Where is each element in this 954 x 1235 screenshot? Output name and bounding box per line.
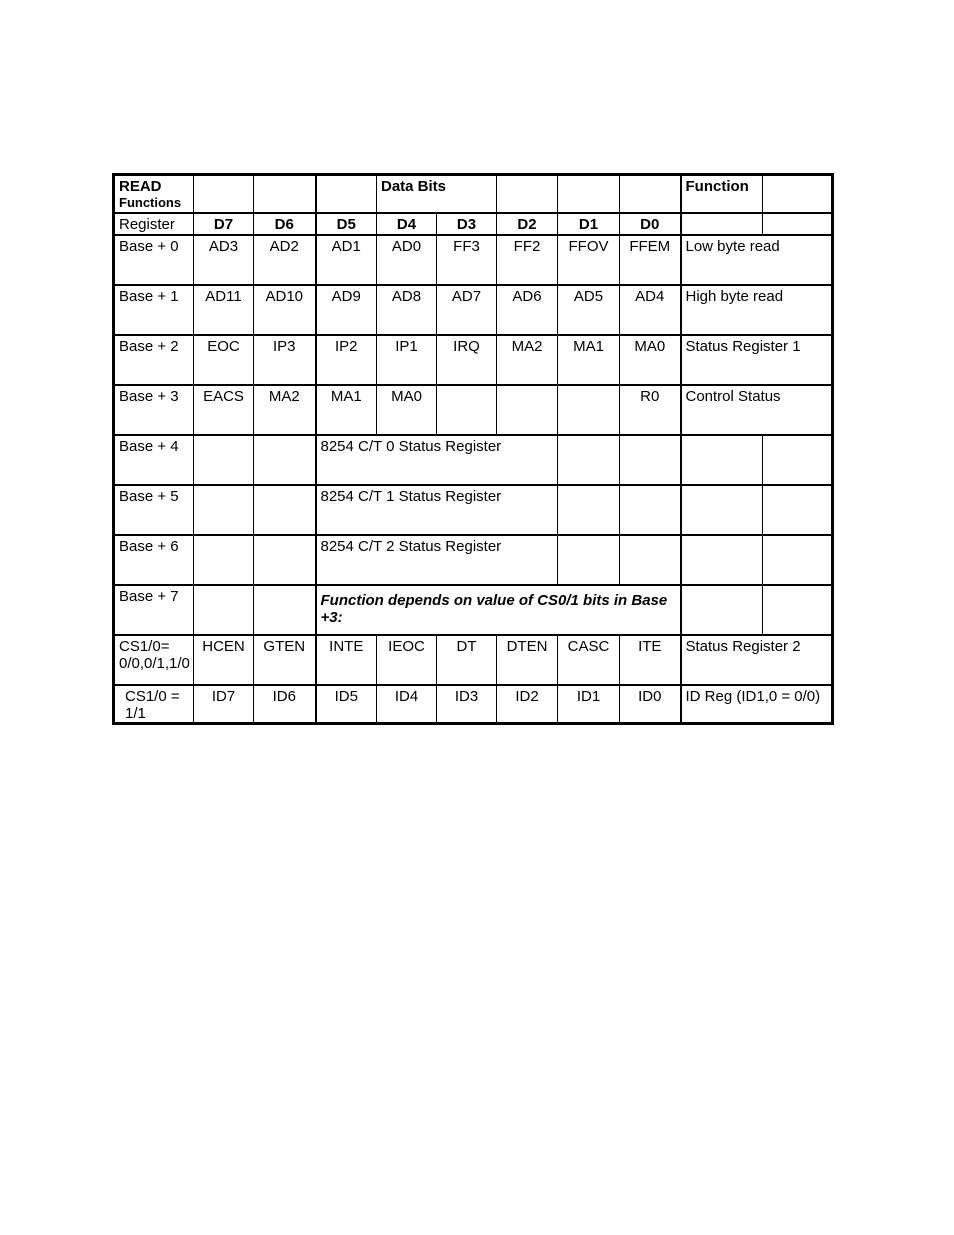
register-header: Register (114, 213, 194, 235)
bit-cell: MA2 (497, 335, 558, 385)
bit-cell: FFEM (620, 235, 681, 285)
bit-cell: AD1 (316, 235, 377, 285)
empty-cell (558, 435, 620, 485)
cs-function-note: Function depends on value of CS0/1 bits in Base +3: (316, 585, 681, 635)
bit-cell: ITE (620, 635, 681, 685)
empty-cell (681, 435, 763, 485)
empty-cell (763, 175, 833, 213)
bit-cell: FF3 (437, 235, 497, 285)
empty-cell (194, 435, 254, 485)
bit-cell: MA1 (558, 335, 620, 385)
bit-cell: MA2 (254, 385, 316, 435)
cs-condition-label: CS1/0 = 1/1 (114, 685, 194, 724)
register-label: Base + 2 (114, 335, 194, 385)
empty-cell (620, 535, 681, 585)
empty-cell (254, 435, 316, 485)
empty-cell (763, 435, 833, 485)
function-header: Function (681, 175, 763, 213)
cs-row-id-reg (114, 685, 833, 724)
register-row-base-3 (114, 385, 833, 435)
register-label: Base + 6 (114, 535, 194, 585)
bit-cell: DT (437, 635, 497, 685)
data-bits-header: Data Bits (377, 175, 497, 213)
bit-cell: CASC (558, 635, 620, 685)
bit-cell: EOC (194, 335, 254, 385)
register-row-base-6 (114, 535, 833, 585)
empty-cell (254, 175, 316, 213)
bit-cell: AD5 (558, 285, 620, 335)
empty-cell (194, 485, 254, 535)
read-title: READ (119, 178, 162, 195)
register-row-base-2 (114, 335, 833, 385)
read-functions-table (112, 173, 834, 725)
empty-cell (763, 535, 833, 585)
bit-cell: IP3 (254, 335, 316, 385)
bit-cell: IEOC (377, 635, 437, 685)
empty-cell (620, 175, 681, 213)
bit-cell: ID6 (254, 685, 316, 724)
empty-cell (763, 485, 833, 535)
function-description: Low byte read (681, 235, 833, 285)
bit-cell: INTE (316, 635, 377, 685)
bit-cell: AD3 (194, 235, 254, 285)
bit-cell: ID4 (377, 685, 437, 724)
bit-cell: AD10 (254, 285, 316, 335)
read-functions-header (114, 175, 194, 213)
bit-header-d3: D3 (437, 213, 497, 235)
bit-header-d4: D4 (377, 213, 437, 235)
ct-status-description: 8254 C/T 2 Status Register (316, 535, 558, 585)
bit-cell: AD4 (620, 285, 681, 335)
empty-cell (620, 435, 681, 485)
bit-cell: EACS (194, 385, 254, 435)
register-row-base-4 (114, 435, 833, 485)
bit-cell: AD0 (377, 235, 437, 285)
empty-cell (558, 535, 620, 585)
empty-cell (681, 585, 763, 635)
register-row-base-1 (114, 285, 833, 335)
bit-cell: ID5 (316, 685, 377, 724)
empty-cell (316, 175, 377, 213)
empty-cell (558, 485, 620, 535)
register-row-base-5 (114, 485, 833, 535)
bit-cell: AD2 (254, 235, 316, 285)
bit-cell: IP2 (316, 335, 377, 385)
bit-cell: HCEN (194, 635, 254, 685)
function-description: Status Register 1 (681, 335, 833, 385)
read-subtitle: Functions (119, 195, 182, 210)
bit-header-d7: D7 (194, 213, 254, 235)
register-label: Base + 0 (114, 235, 194, 285)
bit-cell: AD9 (316, 285, 377, 335)
bit-header-d1: D1 (558, 213, 620, 235)
register-row-base-7 (114, 585, 833, 635)
bit-cell (437, 385, 497, 435)
empty-cell (254, 485, 316, 535)
bit-cell: AD8 (377, 285, 437, 335)
bit-cell: GTEN (254, 635, 316, 685)
cs-row-status-2 (114, 635, 833, 685)
empty-cell (558, 175, 620, 213)
bit-cell (497, 385, 558, 435)
empty-cell (497, 175, 558, 213)
function-description: Control Status (681, 385, 833, 435)
function-description: Status Register 2 (681, 635, 833, 685)
function-description: ID Reg (ID1,0 = 0/0) (681, 685, 833, 724)
bit-cell: ID3 (437, 685, 497, 724)
bit-cell: ID0 (620, 685, 681, 724)
empty-cell (194, 585, 254, 635)
bit-cell: DTEN (497, 635, 558, 685)
bit-cell (558, 385, 620, 435)
empty-cell (681, 535, 763, 585)
bit-cell: MA1 (316, 385, 377, 435)
empty-cell (681, 213, 763, 235)
bit-cell: MA0 (377, 385, 437, 435)
bit-header-d2: D2 (497, 213, 558, 235)
register-row-base-0 (114, 235, 833, 285)
empty-cell (763, 213, 833, 235)
bit-header-d5: D5 (316, 213, 377, 235)
ct-status-description: 8254 C/T 0 Status Register (316, 435, 558, 485)
bit-cell: AD11 (194, 285, 254, 335)
register-label: Base + 3 (114, 385, 194, 435)
register-label: Base + 1 (114, 285, 194, 335)
header-row-2 (114, 213, 833, 235)
bit-cell: IP1 (377, 335, 437, 385)
empty-cell (254, 535, 316, 585)
bit-cell: ID2 (497, 685, 558, 724)
header-row-1 (114, 175, 833, 213)
bit-cell: R0 (620, 385, 681, 435)
ct-status-description: 8254 C/T 1 Status Register (316, 485, 558, 535)
function-description: High byte read (681, 285, 833, 335)
bit-cell: MA0 (620, 335, 681, 385)
bit-header-d6: D6 (254, 213, 316, 235)
bit-cell: AD6 (497, 285, 558, 335)
bit-cell: FFOV (558, 235, 620, 285)
bit-cell: FF2 (497, 235, 558, 285)
empty-cell (763, 585, 833, 635)
empty-cell (194, 535, 254, 585)
bit-cell: AD7 (437, 285, 497, 335)
empty-cell (194, 175, 254, 213)
empty-cell (681, 485, 763, 535)
register-label: Base + 7 (114, 585, 194, 635)
bit-cell: IRQ (437, 335, 497, 385)
empty-cell (254, 585, 316, 635)
cs-condition-label: CS1/0= 0/0,0/1,1/0 (114, 635, 194, 685)
register-label: Base + 4 (114, 435, 194, 485)
empty-cell (620, 485, 681, 535)
bit-cell: ID7 (194, 685, 254, 724)
bit-header-d0: D0 (620, 213, 681, 235)
bit-cell: ID1 (558, 685, 620, 724)
register-label: Base + 5 (114, 485, 194, 535)
